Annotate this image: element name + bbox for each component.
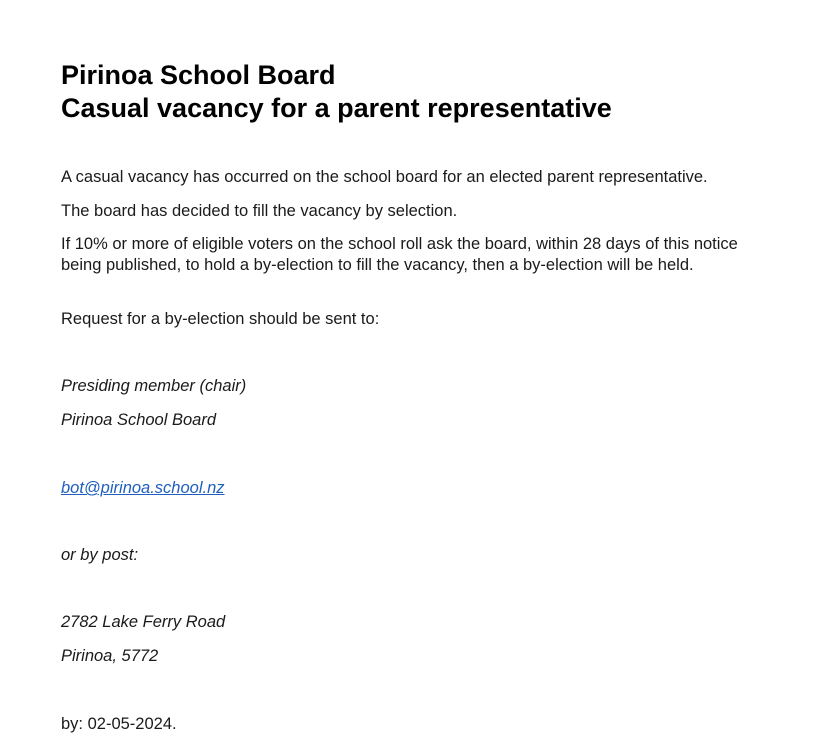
contact-role: Presiding member (chair) — [61, 377, 247, 395]
vacancy-heading: Casual vacancy for a parent representative — [61, 93, 612, 123]
paragraph-by-election-conditions: If 10% or more of eligible voters on the school roll ask the board, within 28 days of this notice being published, to hold a by-election to fill the vacancy, then a by-election will be held. — [61, 235, 738, 274]
email-link[interactable]: bot@pirinoa.school.nz — [61, 479, 225, 497]
address-line-1: 2782 Lake Ferry Road — [61, 613, 226, 631]
deadline-text: by: 02-05-2024. — [61, 715, 177, 733]
contact-organisation: Pirinoa School Board — [61, 411, 217, 429]
board-name-heading: Pirinoa School Board — [61, 60, 336, 90]
post-label: or by post: — [61, 546, 139, 564]
paragraph-request-instructions: Request for a by-election should be sent to: — [61, 310, 380, 328]
paragraph-vacancy-occurred: A casual vacancy has occurred on the school board for an elected parent representative. — [61, 168, 708, 186]
email-line — [61, 478, 773, 499]
address-line-2: Pirinoa, 5772 — [61, 647, 159, 665]
paragraph-fill-by-selection: The board has decided to fill the vacancy by selection. — [61, 202, 458, 220]
